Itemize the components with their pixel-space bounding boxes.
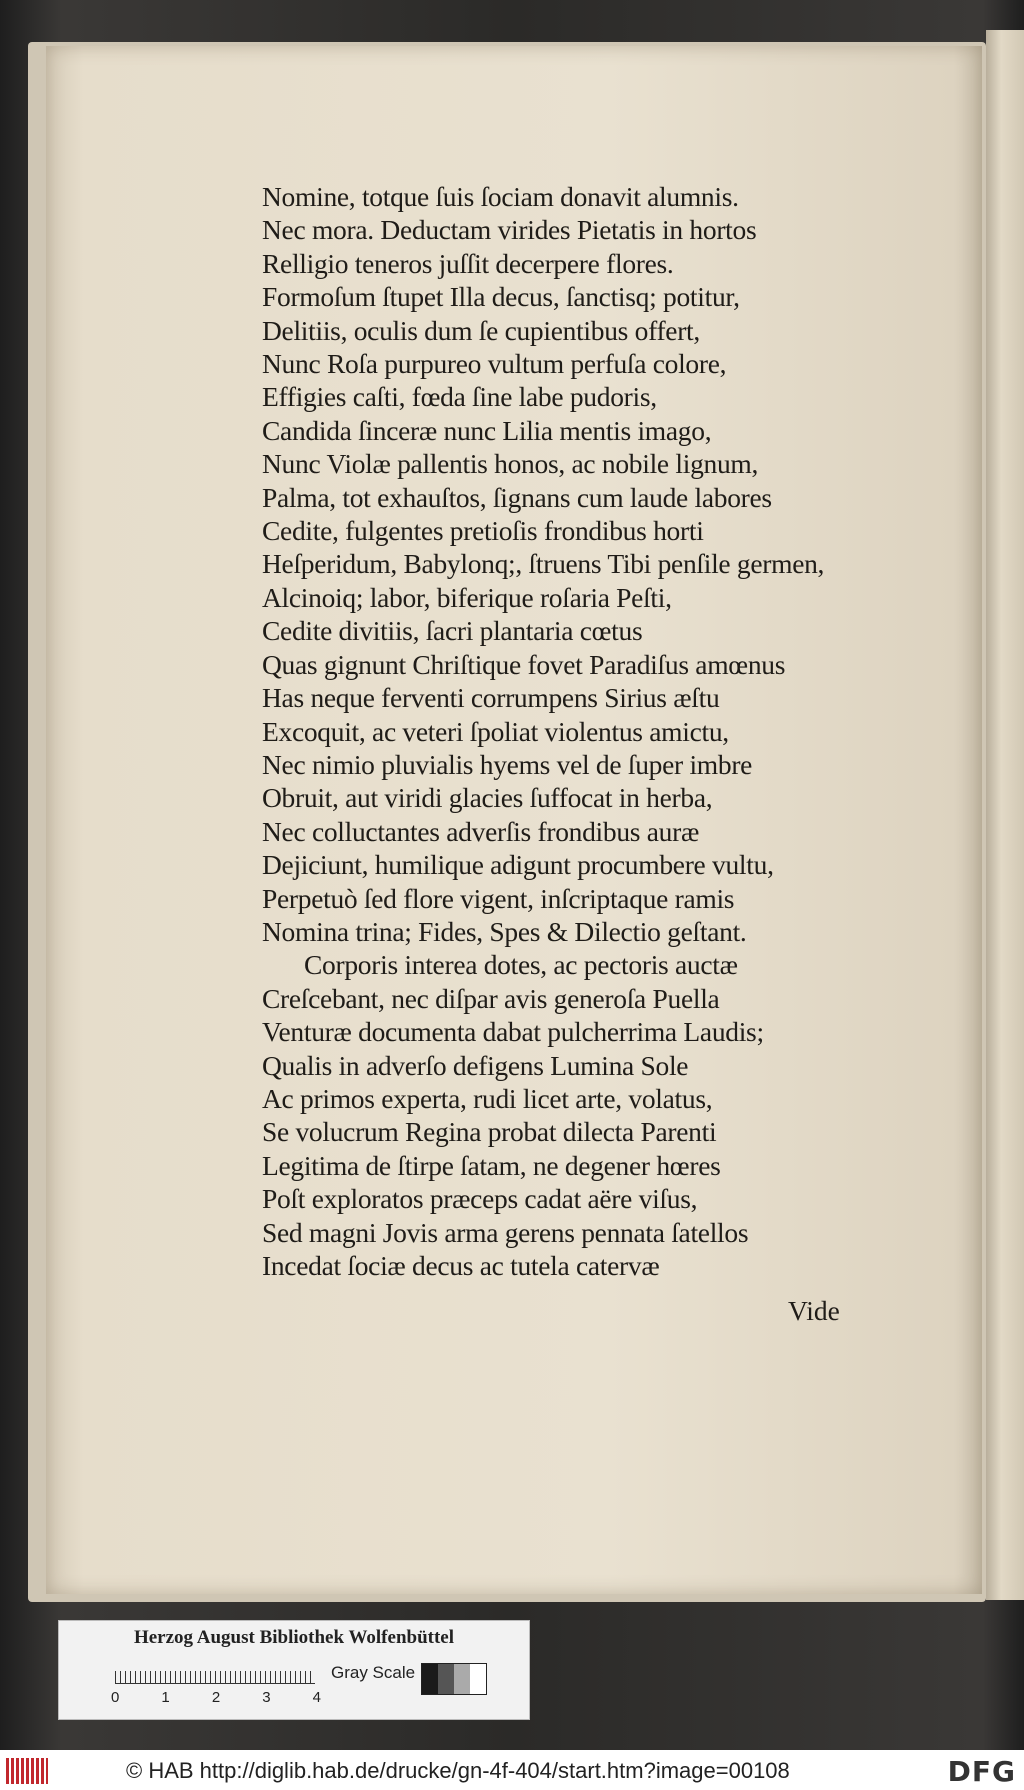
ruler-number: 1 (161, 1689, 170, 1706)
ruler-number: 4 (312, 1689, 321, 1706)
text-line: Palma, tot exhauſtos, ſignans cum laude labores (262, 481, 772, 513)
text-line: Nec colluctantes adverſis frondibus auræ (262, 815, 700, 847)
text-line: Nunc Violæ pallentis honos, ac nobile lignum, (262, 448, 759, 480)
text-line: Has neque ferventi corrumpens Sirius æſtu (262, 682, 720, 714)
gray-swatch (470, 1664, 486, 1694)
text-line: Perpetuò ſed flore vigent, inſcriptaque ramis (262, 882, 735, 914)
dfg-logo: DFG (947, 1755, 1016, 1788)
text-line: Nomina trina; Fides, Spes & Dilectio geſtant. (262, 915, 747, 947)
gray-scale-swatches (421, 1663, 487, 1695)
catchword: Vide (788, 1295, 840, 1326)
text-line: Excoquit, ac veteri ſpoliat violentus amictu, (262, 715, 729, 747)
text-line: Creſcebant, nec diſpar avis generoſa Puella (262, 982, 720, 1014)
color-target (58, 1620, 530, 1720)
text-line: Heſperidum, Babylonq;, ſtruens Tibi penſile germen, (262, 548, 825, 580)
text-line: Incedat ſociæ decus ac tutela catervæ (262, 1250, 660, 1281)
text-line: Delitiis, oculis dum ſe cupientibus offert, (262, 314, 700, 346)
text-line: Se volucrum Regina probat dilecta Parenti (262, 1116, 717, 1148)
ruler-number: 2 (211, 1689, 221, 1706)
text-line: Corporis interea dotes, ac pectoris auctæ (304, 949, 738, 981)
gray-swatch (422, 1664, 438, 1694)
text-line: Legitima de ſtirpe ſatam, ne degener hœres (262, 1149, 721, 1181)
facing-page-edge (986, 30, 1024, 1600)
text-line: Venturæ documenta dabat pulcherrima Laudis; (262, 1016, 764, 1048)
text-line: Dejiciunt, humilique adigunt procumbere vultu, (262, 849, 774, 881)
ruler-numbers (111, 1689, 321, 1706)
footer-link[interactable]: © HAB http://diglib.hab.de/drucke/gn-4f-404/start.htm?image=00108 (126, 1758, 790, 1783)
text-line: Effigies caſti, fœda ſine labe pudoris, (262, 381, 657, 413)
text-line: Ac primos experta, rudi licet arte, volatus, (262, 1082, 713, 1114)
text-line: Alcinoiq; labor, biferique roſaria Peſti, (262, 581, 672, 613)
ruler (115, 1661, 315, 1684)
page-text (262, 180, 922, 1282)
text-line: Qualis in adverſo defigens Lumina Sole (262, 1049, 689, 1081)
ruler-number: 0 (111, 1689, 120, 1706)
text-line: Nunc Roſa purpureo vultum perfuſa colore, (262, 348, 727, 380)
text-line: Formoſum ſtupet Illa decus, ſanctisq; potitur, (262, 281, 740, 313)
hab-logo-icon (6, 1758, 48, 1784)
institution-name: Herzog August Bibliothek Wolfenbüttel (133, 1627, 455, 1648)
text-line: Cedite divitiis, ſacri plantaria cœtus (262, 615, 643, 647)
text-line: Cedite, fulgentes pretioſis frondibus horti (262, 515, 704, 547)
gray-swatch (454, 1664, 470, 1694)
text-line: Nec nimio pluvialis hyems vel de ſuper imbre (262, 748, 753, 780)
ruler-number: 3 (262, 1689, 271, 1706)
gray-swatch (438, 1664, 454, 1694)
gray-scale-label: Gray Scale (331, 1663, 416, 1682)
text-line: Relligio teneros juſſit decerpere flores. (262, 247, 674, 279)
text-line: Sed magni Jovis arma gerens pennata ſatellos (262, 1216, 749, 1248)
footer-bar (0, 1750, 1024, 1790)
text-line: Nec mora. Deductam virides Pietatis in hortos (262, 214, 757, 246)
text-line: Obruit, aut viridi glacies ſuffocat in herba, (262, 782, 713, 814)
text-line: Nomine, totque ſuis ſociam donavit alumnis. (262, 181, 739, 212)
text-line: Poſt exploratos præceps cadat aëre viſus, (262, 1183, 698, 1215)
text-line: Quas gignunt Chriſtique fovet Paradiſus amœnus (262, 648, 786, 680)
text-line: Candida ſinceræ nunc Lilia mentis imago, (262, 414, 712, 446)
